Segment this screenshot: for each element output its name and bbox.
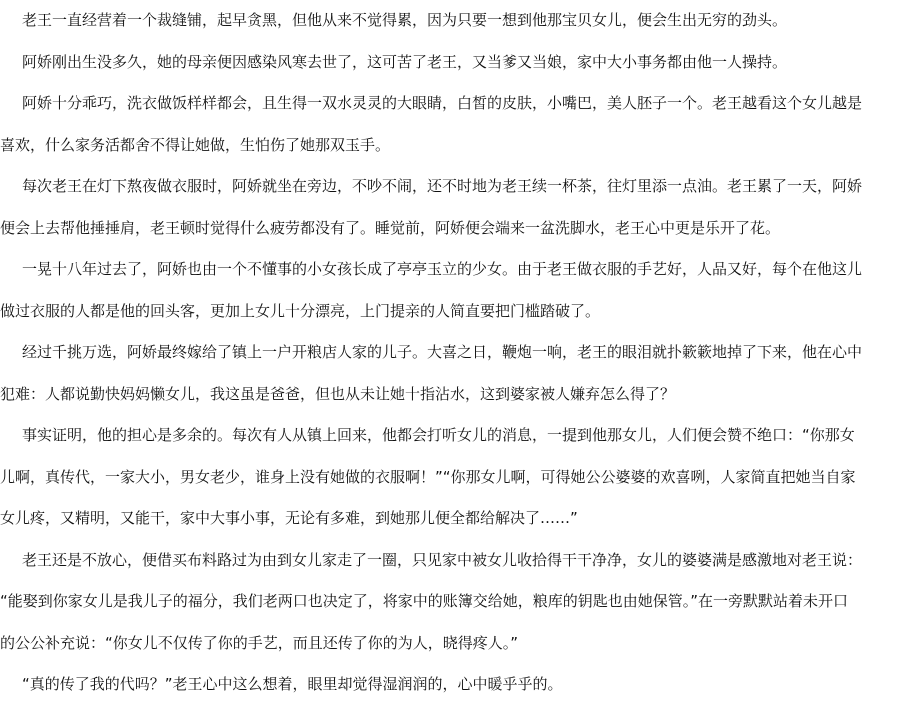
text-line: 事实证明，他的担心是多余的。每次有人从镇上回来，他都会打听女儿的消息，一提到他那女儿，人们便会赞不绝口：“你那女	[22, 426, 855, 444]
text-line: “能娶到你家女儿是我儿子的福分，我们老两口也决定了，将家中的账簿交给她，粮库的钥匙也由她保管。”在一旁默默站着未开口	[0, 592, 849, 610]
paragraph-3	[0, 83, 914, 166]
paragraph-6	[0, 332, 914, 415]
paragraph-8	[0, 540, 914, 665]
text-line: 经过千挑万选，阿娇最终嫁给了镇上一户开粮店人家的儿子。大喜之日，鞭炮一响，老王的眼泪就扑簌簌地掉了下来，他在心中	[22, 343, 863, 361]
text-line: 阿娇刚出生没多久，她的母亲便因感染风寒去世了，这可苦了老王，又当爹又当娘，家中大小事务都由他一人操持。	[22, 52, 788, 71]
paragraph-4	[0, 166, 914, 249]
text-line: 做过衣服的人都是他的回头客，更加上女儿十分漂亮，上门提亲的人简直要把门槛踏破了。	[0, 301, 601, 320]
text-line: 儿啊，真传代，一家大小，男女老少，谁身上没有她做的衣服啊！”“你那女儿啊，可得她公公婆婆的欢喜咧，人家简直把她当自家	[0, 467, 856, 486]
paragraph-7	[0, 415, 914, 540]
text-line: 的公公补充说：“你女儿不仅传了你的手艺，而且还传了你的为人，晓得疼人。”	[0, 633, 519, 652]
text-line: 一晃十八年过去了，阿娇也由一个不懂事的小女孩长成了亭亭玉立的少女。由于老王做衣服的手艺好，人品又好，每个在他这儿	[22, 260, 863, 278]
text-line: “真的传了我的代吗？”老王心中这么想着，眼里却觉得湿润润的，心中暖乎乎的。	[22, 675, 563, 693]
text-line: 阿娇十分乖巧，洗衣做饭样样都会，且生得一双水灵灵的大眼睛，白皙的皮肤，小嘴巴，美人胚子一个。老王越看这个女儿越是	[22, 94, 863, 112]
text-line: 老王一直经营着一个裁缝铺，起早贪黑，但他从来不觉得累，因为只要一想到他那宝贝女儿，便会生出无穷的劲头。	[22, 11, 788, 29]
text-line: 每次老王在灯下熬夜做衣服时，阿娇就坐在旁边，不吵不闹，还不时地为老王续一杯茶，往灯里添一点油。老王累了一天，阿娇	[22, 177, 863, 195]
text-line: 女儿疼，又精明，又能干，家中大事小事，无论有多难，到她那儿便全都给解决了……”	[0, 509, 578, 527]
text-line: 犯难：人都说勤快妈妈懒女儿，我这虽是爸爸，但也从未让她十指沾水，这到婆家被人嫌弃怎么得了？	[0, 384, 676, 403]
text-line: 喜欢，什么家务活都舍不得让她做，生怕伤了她那双玉手。	[0, 135, 391, 154]
paragraph-1	[0, 0, 914, 42]
paragraph-9	[0, 664, 914, 706]
text-line: 便会上去帮他捶捶肩，老王顿时觉得什么疲劳都没有了。睡觉前，阿娇便会端来一盆洗脚水，老王心中更是乐开了花。	[0, 218, 781, 237]
paragraph-2	[0, 42, 914, 84]
paragraph-5	[0, 249, 914, 332]
text-line: 老王还是不放心，便借买布料路过为由到女儿家走了一圈，只见家中被女儿收拾得干干净净，女儿的婆婆满是感激地对老王说：	[22, 550, 863, 569]
